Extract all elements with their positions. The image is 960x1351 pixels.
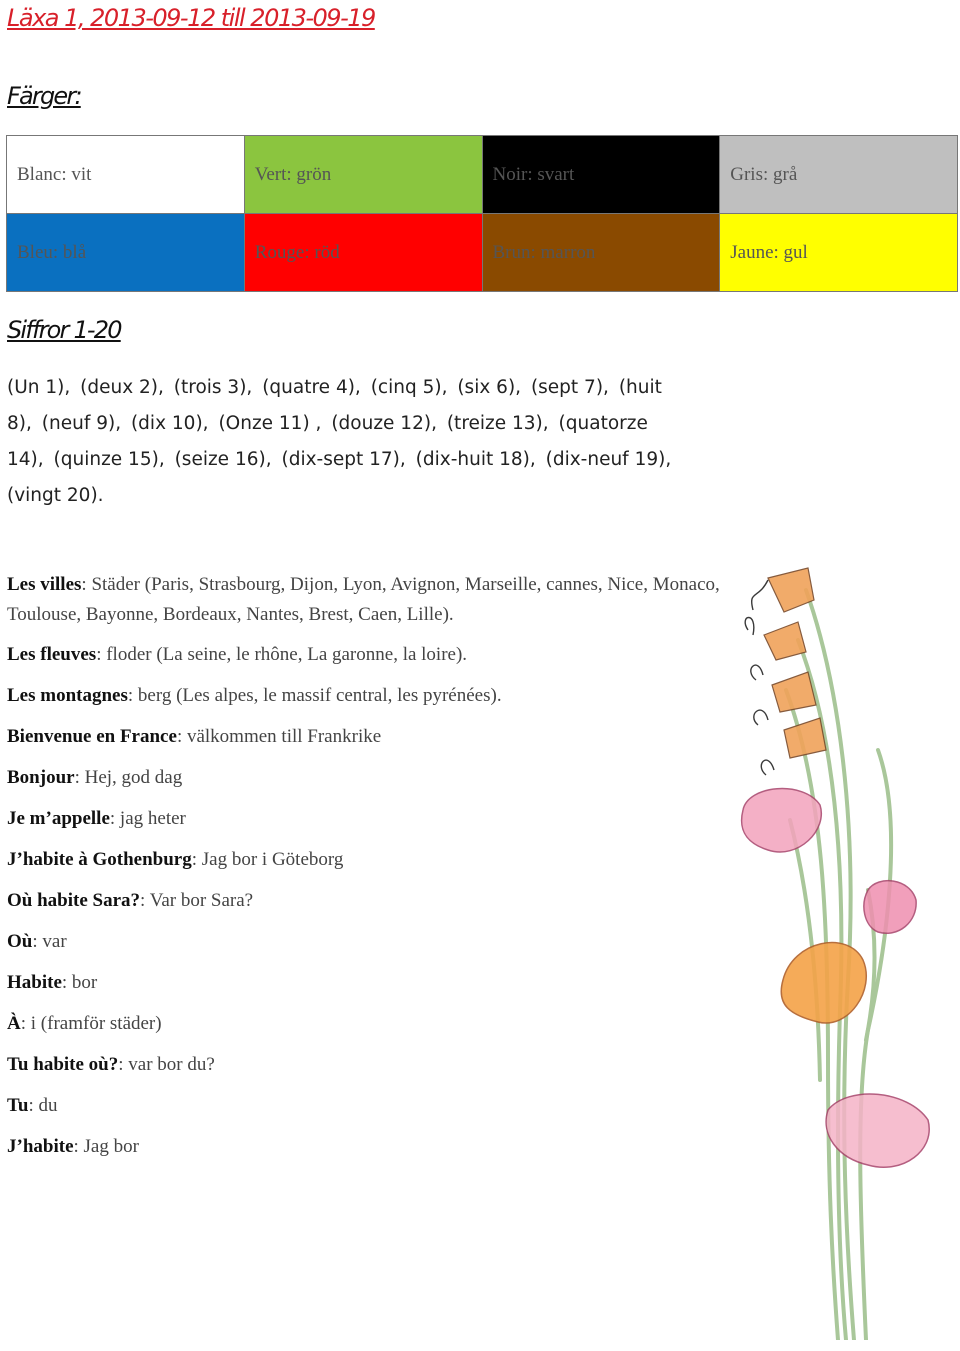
vocab-definition: : Jag bor xyxy=(73,1136,139,1157)
number-item: (dix 10), xyxy=(130,413,209,434)
number-item: (quatorze 14), xyxy=(7,413,648,470)
vocab-tu xyxy=(7,1091,727,1121)
vocab-ou-sara xyxy=(7,886,727,916)
vocab-definition: : berg (Les alpes, le massif central, les pyrénées). xyxy=(127,685,502,706)
number-item: (sept 7), xyxy=(530,377,609,398)
vocab-a xyxy=(7,1009,727,1039)
vocab-definition: : jag heter xyxy=(109,808,186,829)
number-item: (Onze 11) , xyxy=(218,413,322,434)
vocab-term: Où xyxy=(7,931,33,952)
color-cell-vert: Vert: grön xyxy=(244,136,482,214)
number-item: (dix-sept 17), xyxy=(281,449,406,470)
vocab-term: Les montagnes xyxy=(7,685,128,706)
number-item: (neuf 9), xyxy=(41,413,122,434)
color-cell-jaune: Jaune: gul xyxy=(720,214,958,292)
number-item: (dix-huit 18), xyxy=(415,449,536,470)
number-item: (treize 13), xyxy=(446,413,549,434)
vocab-villes xyxy=(7,570,727,630)
vocab-definition: : du xyxy=(28,1095,58,1116)
colors-heading: Färger: xyxy=(7,82,81,110)
vocab-term: Bonjour xyxy=(7,767,75,788)
vocab-definition: : Jag bor i Göteborg xyxy=(191,849,344,870)
page-title: Läxa 1, 2013-09-12 till 2013-09-19 xyxy=(7,4,375,32)
vocab-ou xyxy=(7,927,727,957)
number-item: (seize 16), xyxy=(174,449,272,470)
number-item: (douze 12), xyxy=(331,413,437,434)
vocab-habite-goth xyxy=(7,845,727,875)
number-item: (six 6), xyxy=(457,377,522,398)
vocab-definition: : Var bor Sara? xyxy=(140,890,254,911)
vocab-definition: : i (framför städer) xyxy=(20,1013,162,1034)
vocab-fleuves xyxy=(7,640,727,670)
table-row xyxy=(7,136,958,214)
vocab-term: Je m’appelle xyxy=(7,808,110,829)
color-cell-brun: Brun: marron xyxy=(482,214,720,292)
numbers-paragraph xyxy=(7,370,687,514)
number-item: (vingt 20). xyxy=(7,485,104,506)
vocab-term: Bienvenue en France xyxy=(7,726,177,747)
vocab-term: Les villes xyxy=(7,574,82,595)
colors-table xyxy=(6,135,958,292)
vocab-term: Habite xyxy=(7,972,62,993)
number-item: (Un 1), xyxy=(7,377,71,398)
vocab-definition: : Städer (Paris, Strasbourg, Dijon, Lyon, Avignon, Marseille, cannes, Nice, Monaco, Toulouse, Bayonne, Bordeaux, Nantes, Brest, Caen, Lille). xyxy=(7,574,720,625)
vocab-definition: : välkommen till Frankrike xyxy=(176,726,382,747)
number-item: (quinze 15), xyxy=(53,449,165,470)
vocab-appelle xyxy=(7,804,727,834)
number-item: (quatre 4), xyxy=(262,377,361,398)
vocab-definition: : var xyxy=(32,931,67,952)
number-item: (deux 2), xyxy=(80,377,164,398)
number-item: (dix-neuf 19), xyxy=(545,449,672,470)
vocab-habite xyxy=(7,968,727,998)
vocab-definition: : bor xyxy=(61,972,98,993)
color-cell-rouge: Rouge: röd xyxy=(244,214,482,292)
vocab-term: Où habite Sara? xyxy=(7,890,141,911)
color-cell-noir: Noir: svart xyxy=(482,136,720,214)
number-item: (trois 3), xyxy=(173,377,253,398)
vocab-term: Tu habite où? xyxy=(7,1054,119,1075)
color-cell-bleu: Bleu: blå xyxy=(7,214,245,292)
vocab-term: Les fleuves xyxy=(7,644,97,665)
vocab-term: Tu xyxy=(7,1095,29,1116)
vocab-jhabite xyxy=(7,1132,727,1162)
flowers-illustration xyxy=(728,560,960,1340)
numbers-heading: Siffror 1-20 xyxy=(7,316,121,344)
vocabulary-list xyxy=(7,570,727,1173)
vocab-definition: : Hej, god dag xyxy=(74,767,183,788)
number-item: (huit 8), xyxy=(7,377,662,434)
vocab-bonjour xyxy=(7,763,727,793)
color-cell-blanc: Blanc: vit xyxy=(7,136,245,214)
vocab-definition: : var bor du? xyxy=(118,1054,215,1075)
vocab-term: À xyxy=(7,1013,21,1034)
vocab-definition: : floder (La seine, le rhône, La garonne, la loire). xyxy=(96,644,468,665)
vocab-tu-ou xyxy=(7,1050,727,1080)
vocab-term: J’habite xyxy=(7,1136,74,1157)
vocab-montagnes xyxy=(7,681,727,711)
color-cell-gris: Gris: grå xyxy=(720,136,958,214)
table-row xyxy=(7,214,958,292)
number-item: (cinq 5), xyxy=(370,377,448,398)
vocab-bienvenue xyxy=(7,722,727,752)
vocab-term: J’habite à Gothenburg xyxy=(7,849,192,870)
